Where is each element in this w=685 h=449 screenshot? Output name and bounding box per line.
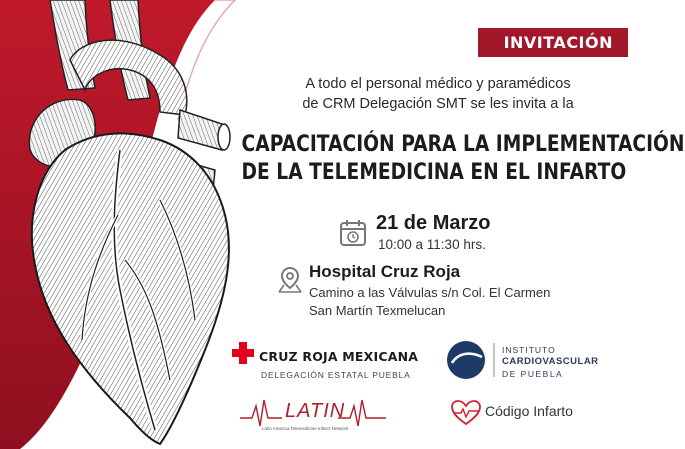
event-time: 10:00 a 11:30 hrs.: [378, 237, 486, 252]
cruz-roja-subtitle: DELEGACIÓN ESTATAL PUEBLA: [261, 370, 411, 380]
event-address-line-2: San Martín Texmelucan: [309, 303, 446, 318]
event-address-line-1: Camino a las Válvulas s/n Col. El Carmen: [309, 285, 551, 300]
latin-logo-word: LATIN: [285, 400, 346, 422]
icp-line-1: INSTITUTO: [502, 345, 556, 355]
red-cross-icon: [231, 341, 255, 365]
heart-illustration: [10, 0, 270, 449]
icp-line-2: CARDIOVASCULAR: [502, 356, 599, 367]
icp-logo-icon: [442, 339, 498, 381]
cruz-roja-title: CRUZ ROJA MEXICANA: [259, 349, 419, 364]
invitation-banner: INVITACIÓN: [478, 28, 628, 57]
intro-line-1: A todo el personal médico y paramédicos: [305, 76, 571, 92]
event-place: Hospital Cruz Roja: [309, 262, 461, 281]
icp-line-3: DE PUEBLA: [502, 369, 564, 379]
heart-pulse-icon: [450, 400, 482, 426]
intro-line-2: de CRM Delegación SMT se les invita a la: [302, 96, 574, 112]
event-headline: [241, 130, 685, 186]
latin-logo-subtitle: Latin America Telemedicine Infarct Network: [262, 426, 349, 431]
headline-line-2: DE LA TELEMEDICINA EN EL INFARTO: [241, 159, 627, 185]
intro-text: [248, 74, 628, 114]
codigo-infarto-label: Código Infarto: [485, 403, 573, 419]
calendar-icon: [338, 218, 368, 248]
event-date: 21 de Marzo: [376, 212, 491, 234]
location-pin-icon: [277, 266, 303, 294]
headline-line-1: CAPACITACIÓN PARA LA IMPLEMENTACIÓN: [241, 131, 685, 157]
